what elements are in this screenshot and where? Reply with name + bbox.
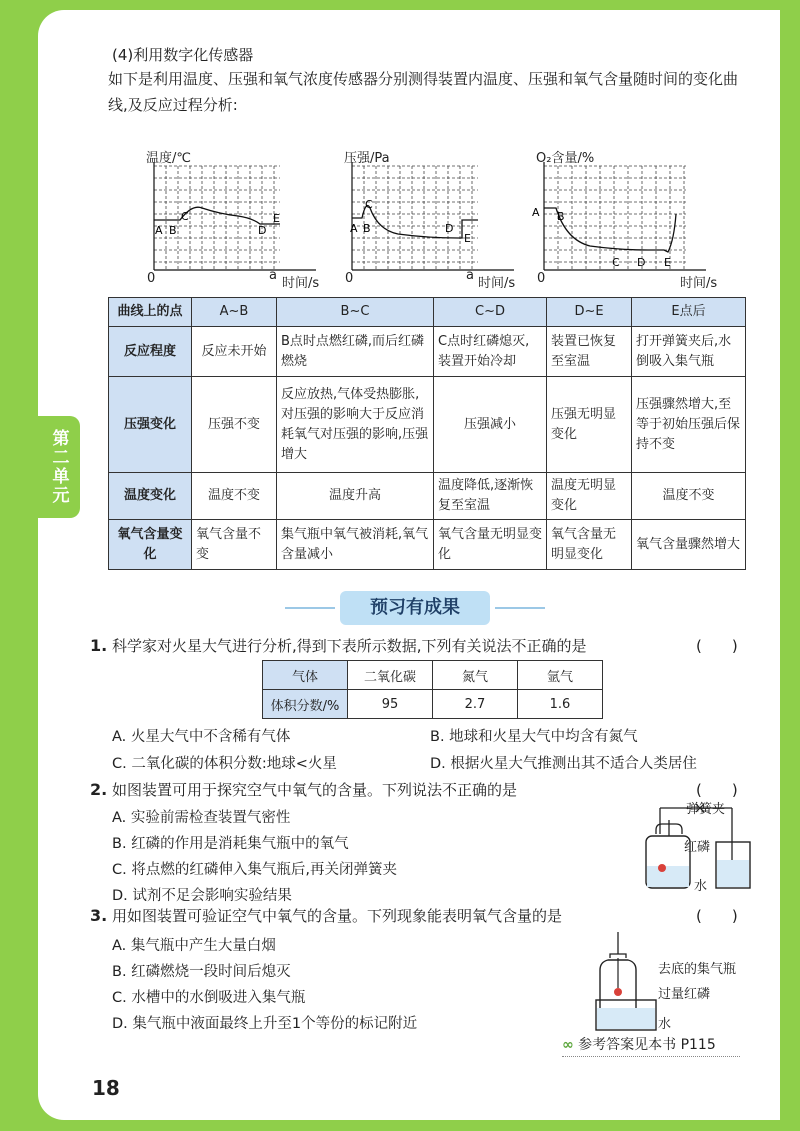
table-cell: 95 [348,690,433,719]
row-label: 温度变化 [109,473,192,520]
option-a[interactable]: A. 实验前需检查装置气密性 [112,810,291,826]
answer-reference-text: 参考答案见本书 P115 [578,1037,716,1053]
option-c[interactable]: C. 将点燃的红磷伸入集气瓶后,再关闭弹簧夹 [112,862,397,878]
table-header: B~C [277,298,434,327]
table-cell: 压强骤然增大,至等于初始压强后保持不变 [632,377,746,473]
table-cell: 1.6 [518,690,603,719]
svg-text:E: E [464,232,471,245]
svg-text:B: B [169,224,177,237]
question-stem: 科学家对火星大气进行分析,得到下表所示数据,下列有关说法不正确的是 [112,637,587,655]
answer-paren[interactable]: ( ) [696,637,738,655]
question-number: 2. [90,780,108,799]
option-d[interactable]: D. 试剂不足会影响实验结果 [112,888,292,904]
table-cell: C点时红磷熄灭,装置开始冷却 [434,327,547,377]
table-header: C~D [434,298,547,327]
table-cell: 氧气含量无明显变化 [547,520,632,570]
table-cell: 温度降低,逐渐恢复至室温 [434,473,547,520]
table-row [263,690,603,719]
option-a[interactable]: A. 火星大气中不含稀有气体 [112,729,291,745]
svg-text:D: D [637,256,646,269]
figure-label-water: 水 [694,879,708,894]
table-header: E点后 [632,298,746,327]
section-intro: 如下是利用温度、压强和氧气浓度传感器分别测得装置内温度、压强和氧气含量随时间的变化曲线,及反应过程分析: [108,70,739,114]
figure-label-bottle: 去底的集气瓶 [658,962,737,977]
figure-label-phosphorus: 过量红磷 [658,987,711,1002]
table-cell: 2.7 [433,690,518,719]
option-a[interactable]: A. 集气瓶中产生大量白烟 [112,938,276,954]
chart-temperature-ylabel: 温度/℃ [146,151,191,166]
table-cell: 氧气含量不变 [192,520,277,570]
table-cell: 氧气含量无明显变化 [434,520,547,570]
table-header: 氩气 [518,661,603,690]
chart-pressure-plot [338,160,538,290]
figure-label-clip: 弹簧夹 [686,802,726,817]
link-icon: ∞ [562,1037,574,1053]
table-header: D~E [547,298,632,327]
answer-paren[interactable]: ( ) [696,781,738,799]
svg-text:B: B [557,210,565,223]
table-header-row [109,298,746,327]
svg-text:C: C [365,198,373,211]
svg-text:D: D [258,224,267,237]
option-d[interactable]: D. 集气瓶中液面最终上升至1个等份的标记附近 [112,1016,418,1032]
svg-text:D: D [445,222,454,235]
svg-text:B: B [363,222,371,235]
chart-pressure-origin: 0 [345,271,354,286]
option-c[interactable]: C. 水槽中的水倒吸进入集气瓶 [112,990,306,1006]
question-stem: 如图装置可用于探究空气中氧气的含量。下列说法不正确的是 [112,781,518,799]
option-d[interactable]: D. 根据火星大气推测出其不适合人类居住 [430,756,697,772]
figure-label-water: 水 [658,1017,672,1032]
table-cell: 压强减小 [434,377,547,473]
table-cell: B点时点燃红磷,而后红磷燃烧 [277,327,434,377]
page-number: 18 [92,1076,120,1100]
section-heading: (4)利用数字化传感器 [112,46,254,64]
chart-pressure-a: a [466,268,474,283]
table-cell: 打开弹簧夹后,水倒吸入集气瓶 [632,327,746,377]
chart-oxygen-plot [530,160,730,290]
table-header: 气体 [263,661,348,690]
svg-text:A: A [155,224,163,237]
chart-oxygen-xlabel: 时间/s [680,276,718,291]
question-stem: 用如图装置可验证空气中氧气的含量。下列现象能表明氧气含量的是 [112,907,563,925]
question-number: 3. [90,906,108,925]
chart-temperature-a: a [269,268,277,283]
chart-pressure-xlabel: 时间/s [478,276,516,291]
option-c[interactable]: C. 二氧化碳的体积分数:地球<火星 [112,756,337,772]
table-header: A~B [192,298,277,327]
row-label: 反应程度 [109,327,192,377]
table-header: 二氧化碳 [348,661,433,690]
answer-paren[interactable]: ( ) [696,907,738,925]
table-header-row [263,661,603,690]
table-cell: 反应放热,气体受热膨胀,对压强的影响大于反应消耗氧气对压强的影响,压强增大 [277,377,434,473]
table-cell: 温度无明显变化 [547,473,632,520]
table-cell: 装置已恢复至室温 [547,327,632,377]
table-cell: 反应未开始 [192,327,277,377]
row-label: 氧气含量变化 [109,520,192,570]
chart-pressure-ylabel: 压强/Pa [344,151,390,166]
unit-side-tab: 第二单元 [38,416,80,518]
option-b[interactable]: B. 红磷燃烧一段时间后熄灭 [112,964,291,980]
table-row [109,327,746,377]
question-number: 1. [90,636,108,655]
svg-text:E: E [273,212,280,225]
analysis-table [108,297,746,570]
table-row [109,377,746,473]
table-row [109,473,746,520]
table-header: 氮气 [433,661,518,690]
svg-text:A: A [532,206,540,219]
mars-atmosphere-table [262,660,603,719]
table-cell: 温度不变 [192,473,277,520]
option-b[interactable]: B. 地球和火星大气中均含有氮气 [430,729,638,745]
table-cell: 集气瓶中氧气被消耗,氧气含量减小 [277,520,434,570]
chart-oxygen-origin: 0 [537,271,546,286]
table-cell: 压强无明显变化 [547,377,632,473]
chart-temperature-xlabel: 时间/s [282,276,320,291]
section-banner: 预习有成果 [340,591,490,625]
table-cell: 体积分数/% [263,690,348,719]
table-cell: 温度不变 [632,473,746,520]
table-cell: 氧气含量骤然增大 [632,520,746,570]
table-cell: 压强不变 [192,377,277,473]
table-row [109,520,746,570]
figure-label-phosphorus: 红磷 [684,840,711,855]
svg-text:A: A [350,222,358,235]
chart-oxygen-ylabel: O₂含量/% [536,151,595,166]
row-label: 压强变化 [109,377,192,473]
table-cell: 温度升高 [277,473,434,520]
divider [562,1056,740,1057]
chart-temperature-plot [140,160,340,290]
svg-text:C: C [612,256,620,269]
chart-temperature-origin: 0 [147,271,156,286]
svg-text:C: C [181,210,189,223]
svg-text:E: E [664,256,671,269]
option-b[interactable]: B. 红磷的作用是消耗集气瓶中的氧气 [112,836,349,852]
table-header: 曲线上的点 [109,298,192,327]
answer-reference [562,1034,740,1056]
